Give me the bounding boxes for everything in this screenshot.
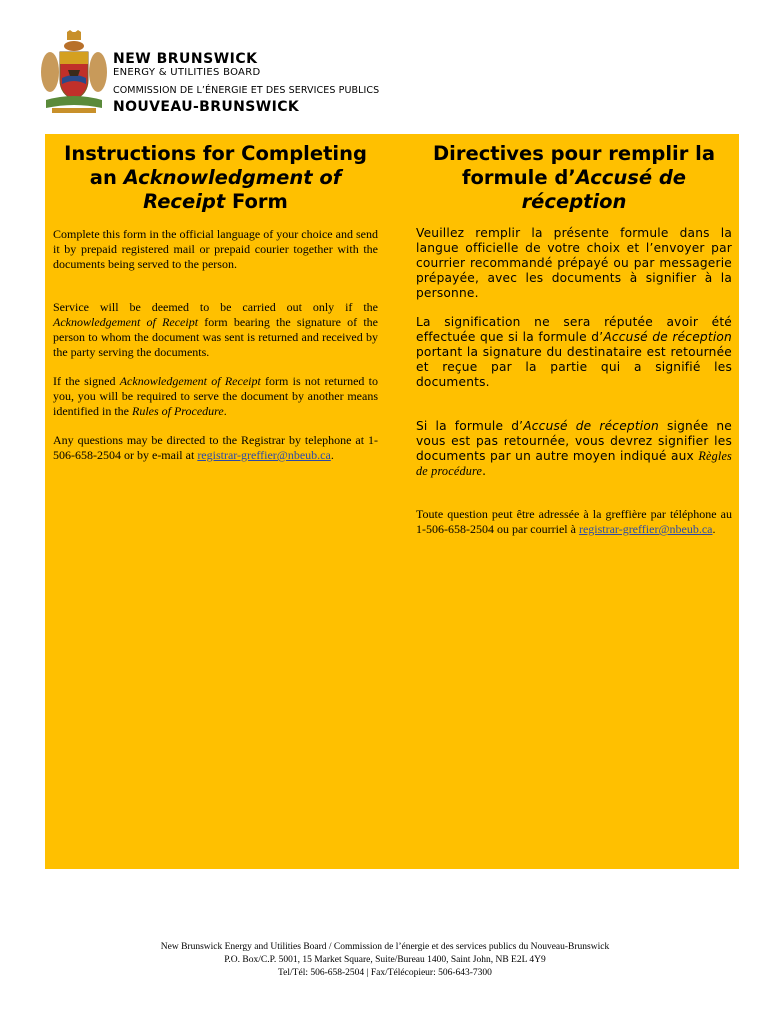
registrar-email-link-en[interactable]: registrar-greffier@nbeub.ca	[197, 448, 331, 462]
org-subtitle-english: ENERGY & UTILITIES BOARD	[113, 67, 261, 78]
english-paragraph-2	[53, 300, 378, 360]
french-title-line2a: formule d’	[461, 166, 576, 189]
english-title-line3b: Form	[225, 190, 288, 213]
text-run: Any questions may be directed to the Registrar by telephone at 1-506-658-2504 or by e-mail at	[53, 433, 378, 462]
text-run: .	[223, 404, 227, 418]
french-column	[416, 142, 732, 537]
org-subtitle-french: NOUVEAU-BRUNSWICK	[113, 98, 300, 115]
text-run: Toute question peut être adressée à la greffière par téléphone au 1-506-658-2504 ou par courriel à	[416, 507, 732, 536]
text-run: form bearing the signature of the person to whom the document was sent is returned and received by the party serving the documents.	[53, 315, 378, 359]
english-paragraph-1: Complete this form in the official language of your choice and send it by prepaid registered mail or prepaid courier together with the documents being served to the person.	[53, 227, 378, 271]
text-run: Service will be deemed to be carried out only if the	[53, 300, 378, 314]
french-paragraph-2	[416, 315, 732, 390]
french-title-line2b: Accusé de	[575, 166, 687, 189]
french-paragraph-4	[416, 507, 732, 537]
french-paragraph-3	[416, 419, 732, 479]
text-run: form is not returned to you, you will be required to serve the document by another means identified in the	[53, 374, 378, 418]
footer-line-2: P.O. Box/C.P. 5001, 15 Market Square, Suite/Bureau 1400, Saint John, NB E2L 4Y9	[224, 955, 546, 965]
footer-line-3: Tel/Tél: 506-658-2504 | Fax/Télécopieur: 506-643-7300	[278, 968, 492, 978]
text-run: .	[712, 522, 716, 536]
english-title-line3a: Receipt	[143, 190, 226, 213]
text-run: signée ne vous est pas retournée, vous devrez signifier les documents par un autre moyen indiqué aux	[416, 419, 733, 463]
english-paragraph-3	[53, 374, 378, 419]
registrar-email-link-fr[interactable]: registrar-greffier@nbeub.ca	[578, 522, 713, 536]
text-run: La signification ne sera réputée avoir été effectuée que si la formule d’	[416, 315, 732, 344]
text-run: portant la signature du destinataire est retournée et reçue par la partie qui a signifié les documents.	[416, 345, 732, 389]
instructions-panel	[45, 134, 739, 869]
text-run-italic: Rules of Procedure	[131, 404, 224, 418]
text-run-italic: Accusé de réception	[603, 330, 732, 344]
text-run-italic: Accusé de réception	[523, 419, 659, 433]
english-paragraph-4	[53, 433, 378, 463]
english-title-line1: Instructions for Completing	[64, 142, 367, 165]
organization-name	[113, 52, 379, 114]
org-name-french: COMMISSION DE L’ÉNERGIE ET DES SERVICES PUBLICS	[113, 85, 380, 96]
text-run: If the signed	[53, 374, 120, 388]
text-run-italic: Règles de procédure	[416, 449, 732, 478]
english-title	[53, 142, 378, 214]
coat-of-arms-logo	[40, 30, 108, 114]
french-title-line1: Directives pour remplir la	[433, 142, 715, 165]
text-run: Si la formule d’	[416, 419, 524, 433]
french-title	[416, 142, 732, 214]
footer-line-1: New Brunswick Energy and Utilities Board / Commission de l’énergie et des services publics du Nouveau-Brunswick	[160, 942, 610, 952]
french-title-line3: réception	[521, 190, 627, 213]
footer	[0, 941, 770, 980]
english-title-line2a: an	[89, 166, 124, 189]
text-run: .	[330, 448, 334, 462]
french-paragraph-1: Veuillez remplir la présente formule dans la langue officielle de votre choix et l’envoyer par courrier recommandé prépayé ou par messagerie prépayée, avec les documents à signifier à la personne.	[416, 226, 732, 300]
text-run: .	[482, 464, 487, 478]
english-column	[53, 142, 378, 463]
text-run-italic: Acknowledgement of Receipt	[119, 374, 261, 388]
org-name-english: NEW BRUNSWICK	[113, 51, 258, 67]
english-title-line2b: Acknowledgment of	[123, 166, 342, 189]
text-run-italic: Acknowledgement of Receipt	[53, 315, 199, 329]
